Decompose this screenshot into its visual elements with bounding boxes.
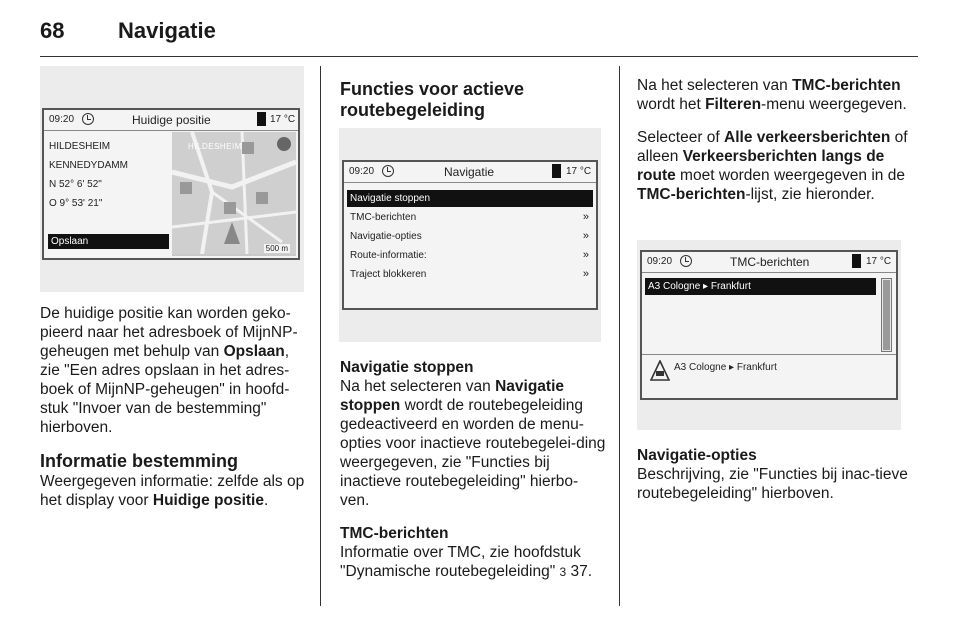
- save-button[interactable]: Opslaan: [48, 234, 169, 249]
- list-scrollbar[interactable]: [881, 278, 892, 352]
- temperature: 17 °C: [270, 114, 296, 125]
- page-title: Navigatie: [118, 18, 216, 43]
- map-view: [172, 132, 296, 256]
- column-2-text: [340, 358, 606, 596]
- screen-current-position: [42, 108, 300, 260]
- paragraph-stop-navigation: Na het selecteren van Navigatie stoppen wordt de routebegeleiding gedeactiveerd en worden de menu-opties voor inactieve routebegelei-ding weergegeven, zie "Functies bij inactieve routebegeleiding" hierbo-ven.: [340, 378, 606, 509]
- menu-item-block-route[interactable]: Traject blokkeren »: [347, 266, 593, 283]
- screen-status-bar: [44, 110, 298, 131]
- traffic-warning-icon: [650, 360, 670, 385]
- thermometer-icon: [257, 112, 266, 126]
- scrollbar-thumb[interactable]: [883, 280, 890, 350]
- tmc-detail-divider: [642, 354, 896, 355]
- paragraph-tmc-messages: Informatie over TMC, zie hoofdstuk "Dynamische routebegeleiding" 3 37.: [340, 544, 593, 580]
- map-city-label: HILDESHEIM: [188, 142, 242, 151]
- column-2-heading: [340, 79, 602, 121]
- paragraph-filter-menu: Na het selecteren van TMC-berichten wordt het Filteren-menu weergegeven.: [637, 77, 907, 113]
- paragraph-select-messages: Selecteer of Alle verkeersberichten of alleen Verkeersberichten langs de route moet worden weergegeven in de TMC-berichten-lijst, zie hieronder.: [637, 129, 908, 203]
- menu-item-tmc-messages[interactable]: TMC-berichten »: [347, 209, 593, 226]
- paragraph-navigation-options: Beschrijving, zie "Functies bij inac-tieve routebegeleiding" hierboven.: [637, 466, 908, 502]
- position-street: KENNEDYDAMM: [49, 160, 128, 171]
- clock-icon: [82, 113, 94, 125]
- page-reference-arrow-icon: 3: [559, 565, 567, 579]
- clock-time: 09:20: [647, 256, 673, 267]
- clock-time: 09:20: [49, 114, 75, 125]
- subheading-stop-navigation: Navigatie stoppen: [340, 359, 474, 376]
- screen-tmc-messages: [640, 250, 898, 400]
- screen-status-bar: [344, 162, 596, 183]
- thermometer-icon: [852, 254, 861, 268]
- clock-icon: [680, 255, 692, 267]
- screen-title: Navigatie: [444, 165, 495, 179]
- position-lines: [49, 137, 128, 213]
- position-latitude: N 52° 6' 52": [49, 179, 102, 190]
- column-divider-1: [320, 66, 321, 606]
- paragraph-copy-position: De huidige positie kan worden geko-pieerd naar het adresboek of MijnNP-geheugen met behulp van Opslaan, zie "Een adres opslaan in het adres-boek of MijnNP-geheugen" in hoofd-stuk "Invoer van de bestemming" hierboven.: [40, 305, 298, 436]
- clock-icon: [382, 165, 394, 177]
- column-1-text: [40, 304, 308, 524]
- page-number: 68: [40, 18, 65, 43]
- temperature: 17 °C: [866, 256, 892, 267]
- chevron-right-icon: »: [582, 249, 589, 261]
- screen-status-bar: [642, 252, 896, 273]
- menu-item-route-info[interactable]: Route-informatie: »: [347, 247, 593, 264]
- clock-time: 09:20: [349, 166, 375, 177]
- position-city: HILDESHEIM: [49, 141, 111, 152]
- subheading-tmc-messages: TMC-berichten: [340, 525, 449, 542]
- position-longitude: O 9° 53' 21": [49, 198, 103, 209]
- thermometer-icon: [552, 164, 561, 178]
- column-3-text-top: [637, 76, 923, 218]
- chevron-right-icon: »: [582, 230, 589, 242]
- chevron-right-icon: »: [582, 211, 589, 223]
- menu-item-stop-navigation[interactable]: Navigatie stoppen: [347, 190, 593, 207]
- map-scale: 500 m: [265, 244, 288, 253]
- header-rule: [40, 56, 918, 57]
- paragraph-destination-info: Weergegeven informatie: zelfde als op het display voor Huidige positie.: [40, 473, 305, 509]
- screen-title: TMC-berichten: [730, 255, 810, 269]
- column-3-text-bottom: [637, 446, 923, 517]
- subheading-navigation-options: Navigatie-opties: [637, 447, 757, 464]
- column-divider-2: [619, 66, 620, 606]
- menu-item-navigation-options[interactable]: Navigatie-opties »: [347, 228, 593, 245]
- temperature: 17 °C: [566, 166, 592, 177]
- tmc-list-item-selected[interactable]: A3 Cologne ▸ Frankfurt: [645, 278, 876, 295]
- chevron-right-icon: »: [582, 268, 589, 280]
- screen-title: Huidige positie: [132, 113, 211, 127]
- heading-destination-info: Informatie bestemming: [40, 451, 239, 471]
- tmc-detail-text: A3 Cologne ▸ Frankfurt: [674, 362, 777, 373]
- screen-navigation-menu: [342, 160, 598, 310]
- heading-active-guidance: Functies voor actieve routebegeleiding: [340, 79, 525, 120]
